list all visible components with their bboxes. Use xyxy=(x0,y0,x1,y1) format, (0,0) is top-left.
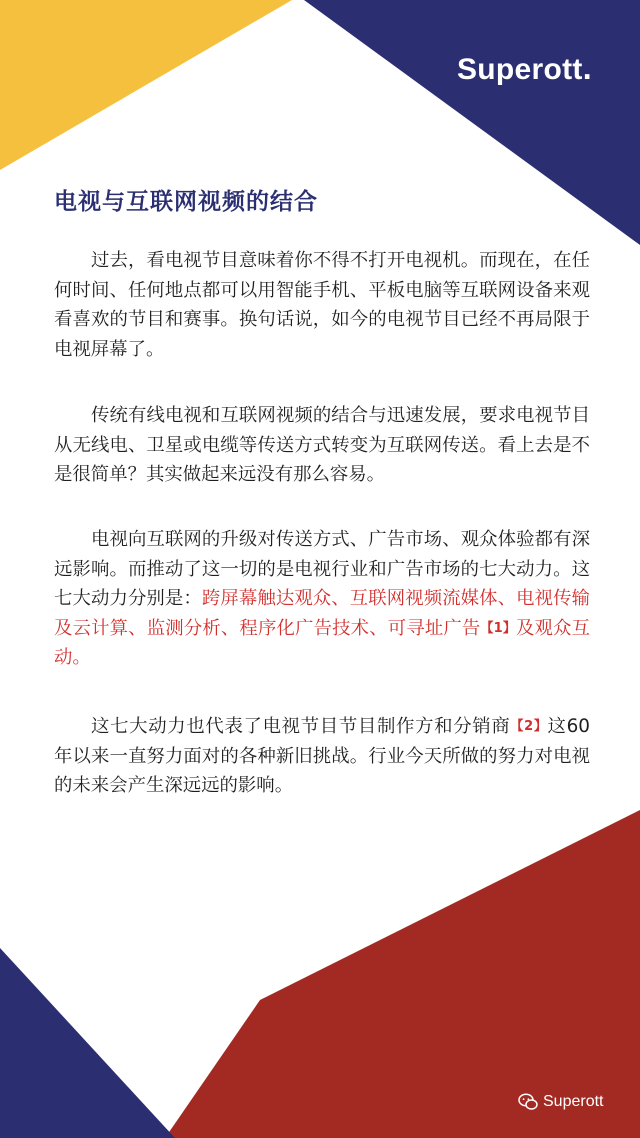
logo-text: Superott xyxy=(457,53,583,86)
paragraph-4 xyxy=(54,712,590,801)
article-title: 电视与互联网视频的结合 xyxy=(54,189,318,215)
footnote-ref-1[interactable]: 【1】 xyxy=(480,620,516,636)
paragraph-3 xyxy=(54,525,590,673)
paragraph-4-tail: 这60年以来一直努力面对的各种新旧挑战。行业今天所做的努力对电视的未来会产生深远远的影响。 xyxy=(54,716,590,796)
seven-drivers-highlight: 跨屏幕触达观众、互联网视频流媒体、电视传输及云计算、监测分析、程序化广告技术、可寻址广告 xyxy=(54,588,590,639)
paragraph-1: 过去，看电视节目意味着你不得不打开电视机。而现在，在任何时间、任何地点都可以用智能手机、平板电脑等互联网设备来观看喜欢的节目和赛事。换句话说，如今的电视节目已经不再局限于电视屏幕了。 xyxy=(54,250,590,360)
wechat-watermark xyxy=(518,1093,603,1111)
footnote-ref-2[interactable]: 【2】 xyxy=(510,719,548,734)
seven-drivers-tail: 及观众互动。 xyxy=(54,617,590,668)
bottom-right-red-shape xyxy=(165,810,640,1138)
watermark-account-name: Superott xyxy=(543,1093,604,1110)
logo-dot: . xyxy=(582,50,592,86)
bottom-left-navy-shape xyxy=(0,948,175,1138)
top-right-navy-shape xyxy=(304,0,640,245)
paragraph-2: 传统有线电视和互联网视频的结合与迅速发展，要求电视节目从无线电、卫星或电缆等传送方式转变为互联网传送。看上去是不是很简单？其实做起来远没有那么容易。 xyxy=(54,405,590,485)
paragraph-3-lead: 电视向互联网的升级对传送方式、广告市场、观众体验都有深远影响。而推动了这一切的是电视行业和广告市场的七大动力。这七大动力分别是： xyxy=(54,529,590,609)
top-left-yellow-shape xyxy=(0,0,292,170)
superott-logo xyxy=(457,50,592,87)
wechat-icon xyxy=(518,1093,538,1111)
paragraph-4-lead: 这七大动力也代表了电视节目节目制作方和分销商 xyxy=(91,716,511,737)
